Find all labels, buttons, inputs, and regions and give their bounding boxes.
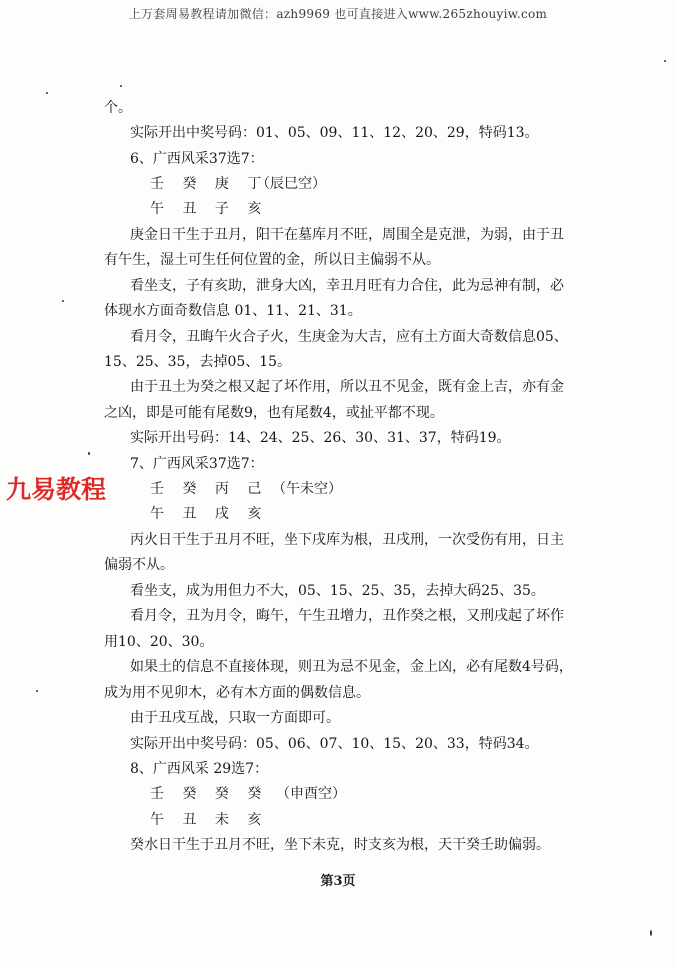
heavenly-stems-row: 壬 癸 丙 己 [150,481,269,497]
text-line: 实际开出号码：14、24、25、26、30、31、37，特码19。 [130,430,511,446]
text-line: 由于丑土为癸之根又起了坏作用，所以丑不见金，既有金上吉，亦有金 [130,379,564,395]
text-line: 用10、20、30。 [104,634,214,650]
text-line: 个。 [104,100,132,116]
text-line: 之凶，即是可能有尾数9，也有尾数4，或扯平都不现。 [104,405,444,421]
page-number: 第3页 [320,874,356,889]
heavenly-stems-row: 壬 癸 庚 丁 [150,176,269,192]
text-line: 实际开出中奖号码：05、06、07、10、15、20、33，特码34。 [130,736,539,752]
text-line: 看月令，丑晦午火合子火，生庚金为大吉，应有土方面大奇数信息05、 [130,329,568,345]
scan-speck [36,690,38,692]
scan-speck [120,85,122,87]
section-heading: 7、广西风采37选7： [130,456,264,472]
text-line: 实际开出中奖号码：01、05、09、11、12、20、29，特码13。 [130,125,539,141]
heavenly-stems-row: 壬 癸 癸 癸 [150,786,269,802]
empty-branches-note: （午未空） [272,481,342,497]
text-line: 体现水方面奇数信息 01、11、21、31。 [104,303,362,319]
earthly-branches-row: 午 丑 子 亥 [150,201,269,217]
text-line: 如果土的信息不直接体现，则丑为忌不见金，金上凶，必有尾数4号码， [130,659,573,675]
text-line: 看坐支，子有亥助，泄身大凶，幸丑月旺有力合住，此为忌神有制，必 [130,278,564,294]
text-line: 成为用不见卯木，必有木方面的偶数信息。 [104,685,370,701]
empty-branches-note: （辰巳空） [256,176,326,192]
scan-speck [664,60,666,62]
text-line: 由于丑戌互战，只取一方面即可。 [130,710,340,726]
watermark-logo-text: 九易教程 [6,475,107,504]
text-line: 癸水日干生于丑月不旺，坐下未克，时支亥为根，天干癸壬助偏弱。 [130,837,550,853]
text-line: 庚金日干生于丑月，阳干在墓库月不旺，周围全是克泄，为弱，由于丑 [130,227,564,243]
text-line: 看坐支，成为用但力不大，05、15、25、35，去掉大码25、35。 [130,583,545,599]
section-heading: 8、广西风采 29选7： [130,761,269,777]
text-line: 丙火日干生于丑月不旺，坐下戌库为根，丑戌刑，一次受伤有用，日主 [130,532,564,548]
earthly-branches-row: 午 丑 戌 亥 [150,506,269,522]
page-header: 上万套周易教程请加微信：azh9969 也可直接进入www.265zhouyiw.com [128,7,548,21]
scan-speck [62,300,64,302]
text-line: 看月令，丑为月令，晦午，午生丑增力，丑作癸之根，又刑戌起了坏作 [130,608,564,624]
scan-speck [650,930,652,936]
empty-branches-note: （申酉空） [276,786,346,802]
earthly-branches-row: 午 丑 未 亥 [150,812,269,828]
text-line: 有午生，湿土可生任何位置的金，所以日主偏弱不从。 [104,252,440,268]
section-heading: 6、广西风采37选7： [130,151,264,167]
scan-speck [46,92,48,94]
text-line: 15、25、35，去掉05、15。 [104,354,292,370]
text-line: 偏弱不从。 [104,557,174,573]
scan-speck [88,452,90,455]
